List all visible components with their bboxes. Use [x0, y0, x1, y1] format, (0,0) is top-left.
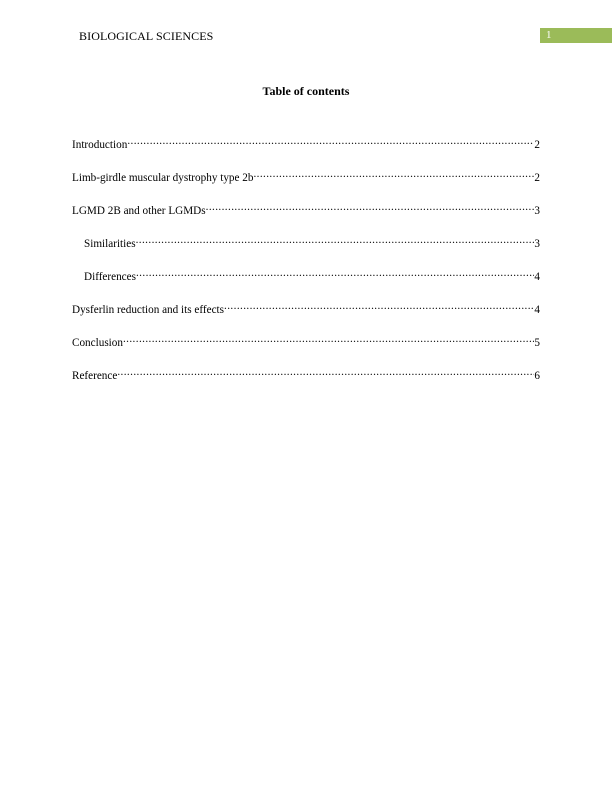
- toc-entry-page: 2: [534, 172, 540, 184]
- toc-entry-label: Similarities: [84, 238, 136, 250]
- toc-dot-leader: [224, 299, 534, 313]
- toc-dot-leader: [136, 233, 535, 247]
- toc-dot-leader: [253, 167, 534, 181]
- toc-entry-label: Conclusion: [72, 337, 123, 349]
- toc-entry-label: Limb-girdle muscular dystrophy type 2b: [72, 172, 254, 184]
- toc-entry-similarities[interactable]: [72, 233, 540, 266]
- toc-entry-label: LGMD 2B and other LGMDs: [72, 205, 206, 217]
- running-head: BIOLOGICAL SCIENCES: [79, 29, 214, 43]
- toc-entry-page: 2: [534, 139, 540, 151]
- toc-entry-label: Differences: [84, 271, 136, 283]
- toc-entry-dysferlin[interactable]: [72, 299, 540, 332]
- toc-dot-leader: [127, 134, 534, 148]
- toc-entry-label: Reference: [72, 370, 118, 382]
- toc-dot-leader: [136, 266, 534, 280]
- toc-entry-label: Introduction: [72, 139, 128, 151]
- page-number-badge: 1: [540, 28, 612, 43]
- toc-entry-lgmd2b-other[interactable]: [72, 200, 540, 233]
- toc-entry-page: 3: [534, 205, 540, 217]
- toc-entry-label: Dysferlin reduction and its effects: [72, 304, 225, 316]
- toc-entry-page: 4: [534, 304, 540, 316]
- toc-entry-page: 5: [534, 337, 540, 349]
- toc-entry-page: 6: [534, 370, 540, 382]
- toc-entry-conclusion[interactable]: [72, 332, 540, 365]
- toc-dot-leader: [206, 200, 535, 214]
- toc-dot-leader: [117, 365, 534, 379]
- toc-list: [72, 134, 540, 398]
- toc-title: Table of contents: [262, 84, 350, 98]
- toc-entry-reference[interactable]: [72, 365, 540, 398]
- toc-entry-lgmd2b[interactable]: [72, 167, 540, 200]
- toc-entry-differences[interactable]: [72, 266, 540, 299]
- toc-entry-page: 4: [534, 271, 540, 283]
- toc-entry-introduction[interactable]: [72, 134, 540, 167]
- toc-entry-page: 3: [534, 238, 540, 250]
- toc-dot-leader: [123, 332, 534, 346]
